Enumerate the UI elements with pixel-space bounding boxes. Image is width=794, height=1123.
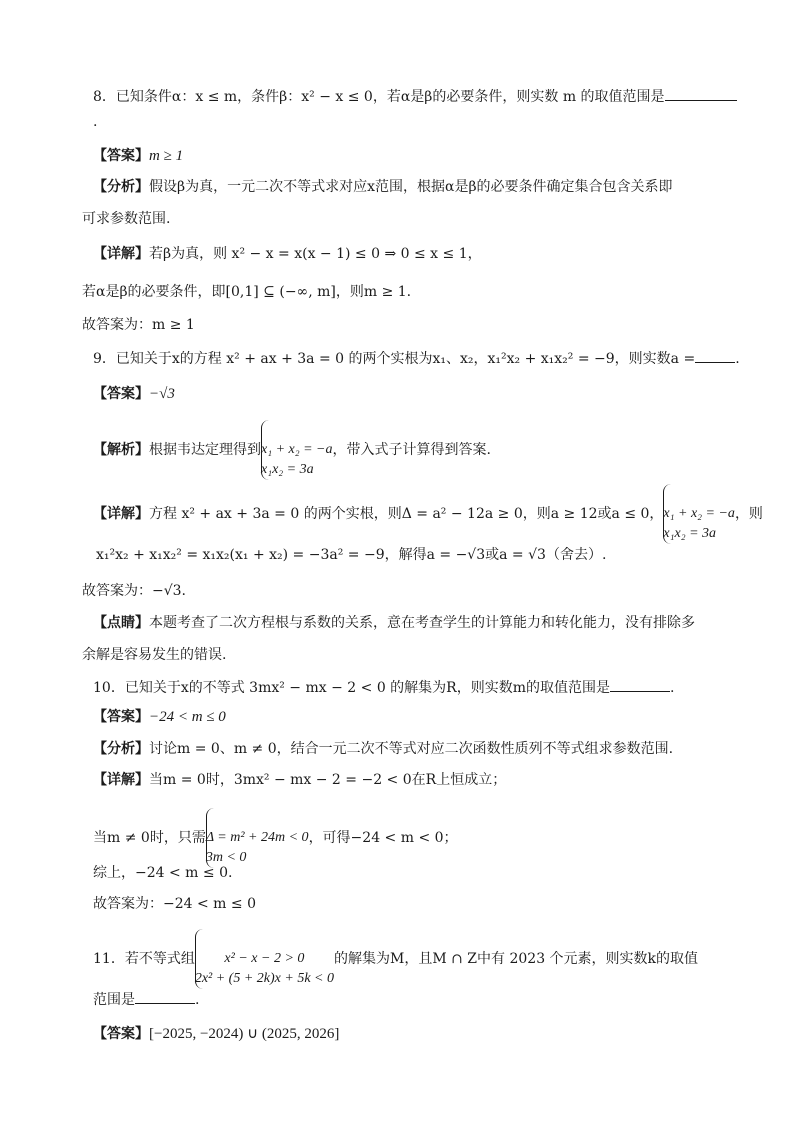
q8-answer [93,146,183,166]
answer-tag: 【答案】 [93,1026,149,1042]
q8-analysis-text: 假设β为真，一元二次不等式求对应x范围，根据α是β的必要条件确定集合包含关系即 [149,179,673,195]
system-row: x₁x₂ = 3a [261,462,314,477]
remark-tag: 【点睛】 [93,615,149,631]
brace-icon [663,484,672,544]
brace-icon [261,420,270,480]
q10-stem [93,677,674,698]
q8-analysis [93,177,673,197]
q8-detail [93,244,482,264]
q8-detail-cont: 若α是β的必要条件，即[0,1] ⊆ (−∞, m]，则m ≥ 1. [82,284,412,300]
answer-tag: 【答案】 [93,386,149,402]
q9-final: 故答案为：−√3. [82,583,187,599]
q11-answer [93,1024,339,1044]
brace-icon [195,929,204,989]
q9-analysis-post: ，带入式子计算得到答案. [332,442,491,458]
system-row: 3m < 0 [205,850,247,865]
q10-analysis [93,739,673,759]
q8-analysis-cont: 可求参数范围. [82,211,171,227]
q11-stem [93,929,698,989]
q9-answer-value: −√3 [149,386,175,402]
system-row: Δ = m² + 24m < 0 [205,830,309,845]
q11-stem-pre: 11．若不等式组 [93,951,195,967]
q10-case [93,808,458,868]
q11-answer-blank [135,989,195,1004]
q11-answer-value: [−2025, −2024) ∪ (2025, 2026] [149,1026,340,1042]
q8-answer-value: m ≥ 1 [149,148,184,164]
answer-tag: 【答案】 [93,148,149,164]
q9-detail-system [663,484,735,544]
system-row: x₁x₂ = 3a [663,526,717,541]
q11-stem-line2: 范围是 [93,992,135,1008]
q10-analysis-text: 讨论m = 0、m ≠ 0，结合一元二次不等式对应二次函数性质列不等式组求参数范围. [149,741,674,757]
detail-tag: 【详解】 [93,246,149,262]
q9-analysis [93,420,491,480]
q9-detail-cont: x₁²x₂ + x₁x₂² = x₁x₂(x₁ + x₂) = −3a² = −9，解得a = −√3或a = √3（舍去）. [96,547,607,563]
q10-answer-value: −24 < m ≤ 0 [149,709,226,725]
q9-detail-post: ，则 [734,506,763,522]
q9-answer [93,384,175,404]
q11-stem-post: 的解集为M，且M ∩ Z中有 2023 个元素，则实数k的取值 [334,951,699,967]
q10-answer [93,707,226,727]
q10-stem-text: 10．已知关于x的不等式 3mx² − mx − 2 < 0 的解集为R，则实数m的取值范围是 [93,680,610,696]
answer-tag: 【答案】 [93,709,149,725]
q11-inequality-system [195,929,334,989]
q9-stem [93,348,740,369]
q9-answer-blank [695,348,735,363]
q9-detail [93,484,763,544]
system-row: x² − x − 2 > 0 [224,951,305,966]
q10-answer-blank [610,677,670,692]
q9-stem-tail: . [735,351,740,367]
analysis-tag: 【分析】 [93,179,149,195]
detail-tag: 【详解】 [93,506,149,522]
q9-detail-pre: 方程 x² + ax + 3a = 0 的两个实根，则Δ = a² − 12a ≥ 0，则a ≥ 12或a ≤ 0， [149,506,664,522]
system-row: 2x² + (5 + 2k)x + 5k < 0 [194,971,334,986]
q8-final: 故答案为：m ≥ 1 [82,317,195,333]
q8-answer-blank [665,86,737,101]
q10-stem-tail: . [670,680,675,696]
q8-detail-text: 若β为真，则 x² − x = x(x − 1) ≤ 0 ⇒ 0 ≤ x ≤ 1， [149,246,482,262]
q8-stem [93,86,737,107]
q10-detail [93,770,506,790]
brace-icon [206,808,215,868]
system-row: x₁ + x₂ = −a [261,442,333,457]
q10-case-post: ，可得−24 < m < 0； [308,830,458,846]
q9-stem-text: 9．已知关于x的方程 x² + ax + 3a = 0 的两个实根为x₁、x₂，x₁²x₂ + x₁x₂² = −9，则实数a = [93,351,696,367]
q9-remark-cont: 余解是容易发生的错误. [82,647,227,663]
q10-condition-system [206,808,309,868]
q11-stem-cont [93,989,199,1010]
q11-stem-tail: . [195,992,200,1008]
q8-stem-text: 8．已知条件α：x ≤ m，条件β：x² − x ≤ 0，若α是β的必要条件，则实数 m 的取值范围是 [93,89,665,105]
q10-final: 故答案为：−24 < m ≤ 0 [93,896,256,912]
q10-summary: 综上，−24 < m ≤ 0. [93,865,233,881]
q9-vieta-system [261,420,333,480]
q9-analysis-pre: 根据韦达定理得到 [149,442,261,458]
analysis-tag: 【分析】 [93,741,149,757]
analysis-tag: 【解析】 [93,442,149,458]
q9-remark [93,613,695,633]
q10-case-pre: 当m ≠ 0时，只需 [93,830,206,846]
q8-stem-tail: . [93,114,98,130]
q10-detail-text: 当m = 0时，3mx² − mx − 2 = −2 < 0在R上恒成立； [149,772,507,788]
q9-remark-text: 本题考查了二次方程根与系数的关系，意在考查学生的计算能力和转化能力，没有排除多 [149,615,695,631]
system-row: x₁ + x₂ = −a [663,506,735,521]
detail-tag: 【详解】 [93,772,149,788]
